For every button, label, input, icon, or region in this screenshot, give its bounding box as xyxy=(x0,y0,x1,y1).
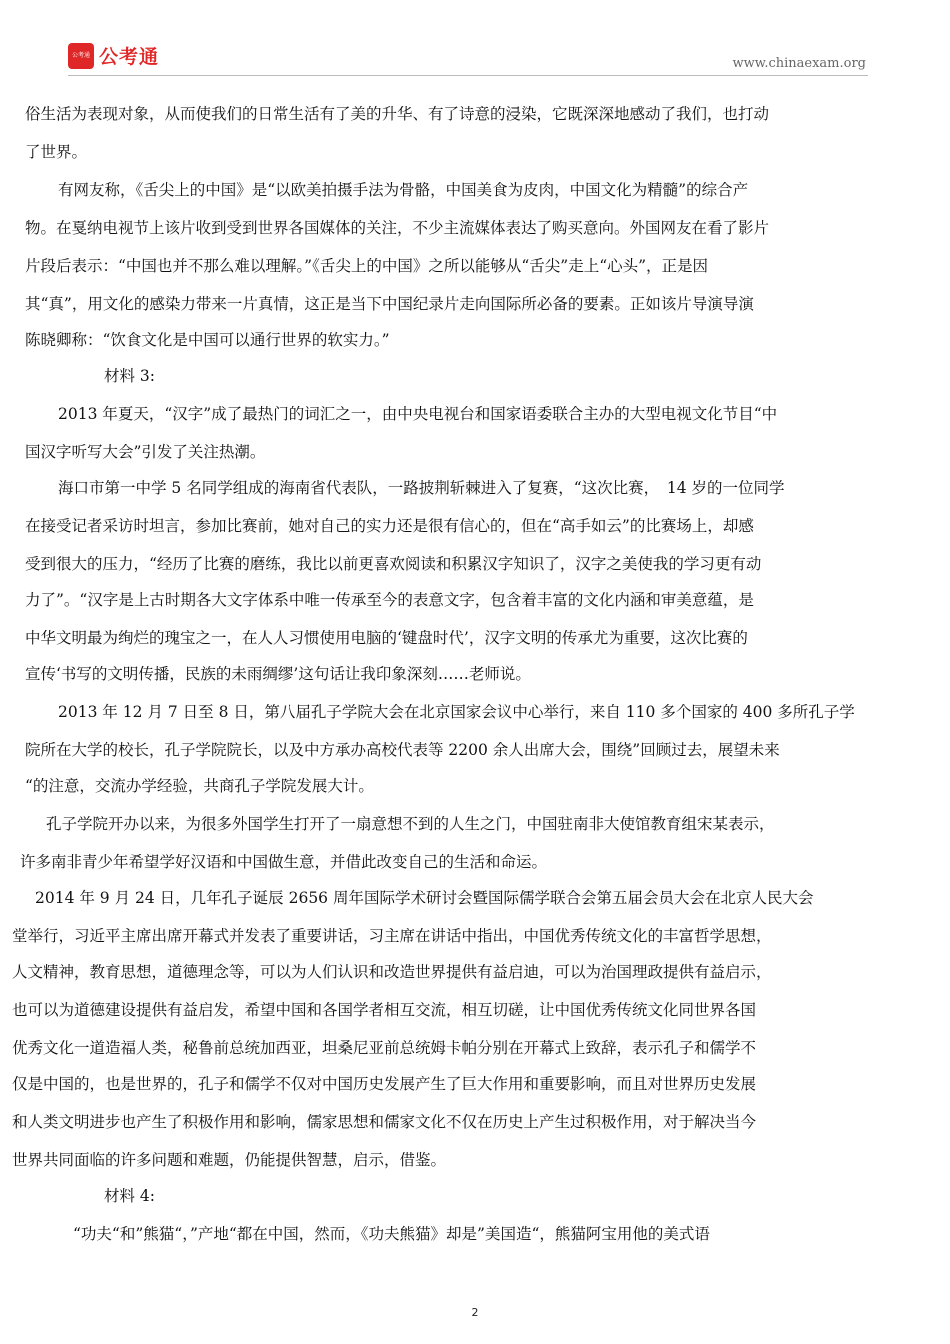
text-line: “的注意，交流办学经验，共商孔子学院发展大计。 xyxy=(25,777,374,795)
text-line: 有网友称，《舌尖上的中国》是“以欧美拍摄手法为骨骼，中国美食为皮肉，中国文化为精髓”的综合产 xyxy=(58,181,749,199)
text-line: 孔子学院开办以来，为很多外国学生打开了一扇意想不到的人生之门，中国驻南非大使馆教育组宋某表示， xyxy=(46,815,775,833)
text-line: 海口市第一中学 5 名同学组成的海南省代表队，一路披荆斩棘进入了复赛，“这次比赛， 14 岁的一位同学 xyxy=(58,479,785,497)
section-label: 材料 4: xyxy=(104,1187,156,1205)
text-line: 片段后表示：“中国也并不那么难以理解。”《舌尖上的中国》之所以能够从“舌尖”走上“心头”，正是因 xyxy=(25,257,709,275)
text-line: 和人类文明进步也产生了积极作用和影响，儒家思想和儒家文化不仅在历史上产生过积极作用，对于解决当今 xyxy=(12,1113,757,1131)
text-line: 中华文明最为绚烂的瑰宝之一，在人人习惯使用电脑的‘键盘时代’，汉字文明的传承尤为重要，这次比赛的 xyxy=(25,629,748,647)
text-line: 2013 年夏天，“汉字”成了最热门的词汇之一，由中央电视台和国家语委联合主办的大型电视文化节目“中 xyxy=(58,405,778,423)
header-divider xyxy=(68,75,868,76)
text-line: 在接受记者采访时坦言，参加比赛前，她对自己的实力还是很有信心的，但在“高手如云”的比赛场上，却感 xyxy=(25,517,754,535)
page-header xyxy=(68,40,868,76)
text-line: 世界共同面临的许多问题和难题，仍能提供智慧，启示，借鉴。 xyxy=(12,1151,447,1169)
text-line: 物。在戛纳电视节上该片收到受到世界各国媒体的关注，不少主流媒体表达了购买意向。外国网友在看了影片 xyxy=(25,219,770,237)
text-line: 国汉字听写大会”引发了关注热潮。 xyxy=(25,443,266,461)
text-line: 俗生活为表现对象，从而使我们的日常生活有了美的升华、有了诗意的浸染，它既深深地感动了我们，也打动 xyxy=(25,105,770,123)
text-line: 陈晓卿称：“饮食文化是中国可以通行世界的软实力。” xyxy=(25,331,390,349)
text-line: 其“真”，用文化的感染力带来一片真情，这正是当下中国纪录片走向国际所必备的要素。正如该片导演导演 xyxy=(25,295,754,313)
section-label: 材料 3: xyxy=(104,367,156,385)
text-line: 堂举行，习近平主席出席开幕式并发表了重要讲话，习主席在讲话中指出，中国优秀传统文化的丰富哲学思想， xyxy=(12,927,772,945)
site-url: www.chinaexam.org xyxy=(732,56,866,71)
page-number: 2 xyxy=(471,1306,479,1319)
text-line: 了世界。 xyxy=(25,143,88,161)
text-line: 优秀文化一道造福人类，秘鲁前总统加西亚，坦桑尼亚前总统姆卡帕分别在开幕式上致辞，表示孔子和儒学不 xyxy=(12,1039,757,1057)
text-line: 许多南非青少年希望学好汉语和中国做生意，并借此改变自己的生活和命运。 xyxy=(20,853,548,871)
logo xyxy=(68,42,159,69)
text-line: 也可以为道德建设提供有益启发，希望中国和各国学者相互交流，相互切磋，让中国优秀传统文化同世界各国 xyxy=(12,1001,757,1019)
logo-icon: 公考通 xyxy=(68,43,94,69)
text-line: 宣传‘书写的文明传播，民族的未雨绸缪’这句话让我印象深刻……老师说。 xyxy=(25,665,531,683)
text-line: 力了”。“汉字是上古时期各大文字体系中唯一传承至今的表意文字，包含着丰富的文化内涵和审美意蕴，是 xyxy=(25,591,754,609)
text-line: “功夫“和”熊猫“，”产地“都在中国，然而，《功夫熊猫》却是”美国造“，熊猫阿宝用他的美式语 xyxy=(73,1225,710,1243)
text-line: 人文精神，教育思想，道德理念等，可以为人们认识和改造世界提供有益启迪，可以为治国理政提供有益启示， xyxy=(12,963,772,981)
text-line: 受到很大的压力，“经历了比赛的磨练，我比以前更喜欢阅读和积累汉字知识了，汉字之美使我的学习更有动 xyxy=(25,555,762,573)
text-line: 仅是中国的，也是世界的，孔子和儒学不仅对中国历史发展产生了巨大作用和重要影响，而且对世界历史发展 xyxy=(12,1075,757,1093)
logo-text: 公考通 xyxy=(99,46,160,68)
text-line: 2013 年 12 月 7 日至 8 日，第八届孔子学院大会在北京国家会议中心举行，来自 110 多个国家的 400 多所孔子学 xyxy=(58,703,855,721)
text-line: 院所在大学的校长，孔子学院院长，以及中方承办高校代表等 2200 余人出席大会，围绕”回顾过去，展望未来 xyxy=(25,741,780,759)
text-line: 2014 年 9 月 24 日，几年孔子诞辰 2656 周年国际学术研讨会暨国际儒学联合会第五届会员大会在北京人民大会 xyxy=(35,889,814,907)
